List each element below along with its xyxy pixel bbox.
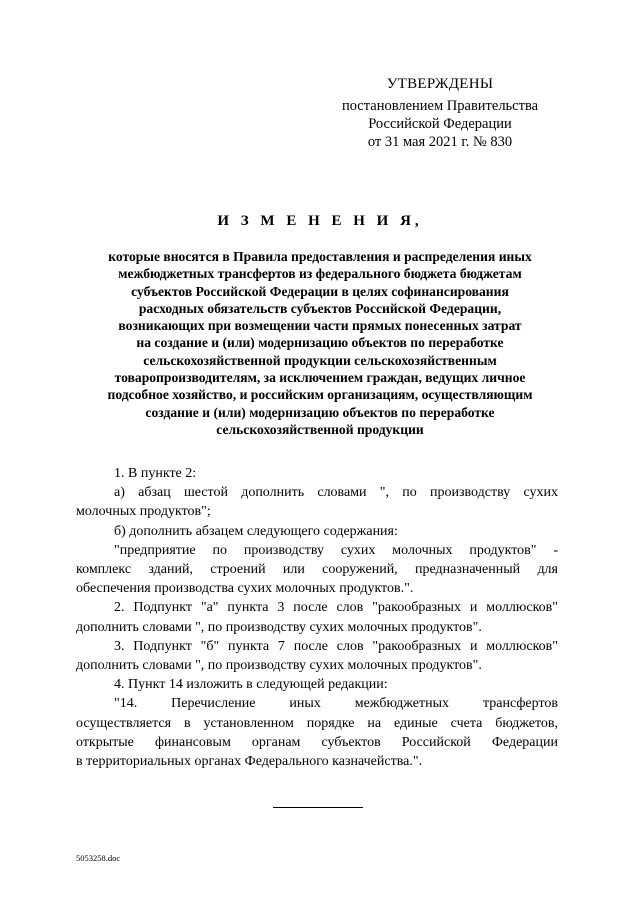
paragraph-line: дополнить словами ", по производству сухих молочных продуктов". bbox=[76, 658, 482, 674]
paragraph-4 bbox=[76, 541, 558, 599]
subtitle-line: которые вносятся в Правила предоставления и распределения иных bbox=[108, 249, 532, 264]
subtitle-line: субъектов Российской Федерации в целях софинансирования bbox=[131, 283, 509, 299]
approval-title: УТВЕРЖДЕНЫ bbox=[386, 76, 494, 92]
paragraph-3 bbox=[76, 522, 558, 541]
paragraph-6 bbox=[76, 637, 558, 675]
paragraph-line: 1. В пункте 2: bbox=[114, 466, 197, 481]
paragraph-2 bbox=[76, 483, 558, 521]
paragraph-line: 2. Подпункт "а" пункта 3 после слов "ракообразных и моллюсков" bbox=[114, 600, 558, 616]
subtitle-line: расходных обязательств субъектов Российской Федерации, bbox=[138, 300, 502, 316]
paragraph-line: комплекс зданий, строений или сооружений, предназначенный для bbox=[76, 562, 558, 578]
paragraph-5 bbox=[76, 598, 558, 636]
subtitle-line: на создание и (или) модернизацию объектов по переработке bbox=[136, 335, 504, 351]
paragraph-line: "предприятие по производству сухих молочных продуктов" - bbox=[114, 542, 558, 558]
end-divider bbox=[273, 807, 363, 808]
subtitle-line: подсобное хозяйство, и российским организациям, осуществляющим bbox=[107, 387, 533, 403]
approval-date-number: от 31 мая 2021 г. № 830 bbox=[367, 134, 513, 150]
subtitle-line: товаропроизводителям, за исключением граждан, ведущих личное bbox=[114, 370, 526, 386]
paragraph-1 bbox=[76, 464, 558, 483]
subtitle-line: возникающих при возмещении части прямых понесенных затрат bbox=[118, 318, 522, 334]
paragraph-8 bbox=[76, 694, 558, 771]
paragraph-line: дополнить словами ", по производству сухих молочных продуктов". bbox=[76, 619, 482, 635]
document-title: И З М Е Н Е Н И Я, bbox=[217, 213, 423, 229]
document-subtitle bbox=[75, 248, 565, 438]
paragraph-line: а) абзац шестой дополнить словами ", по производству сухих bbox=[114, 485, 558, 501]
subtitle-line: создание и (или) модернизацию объектов по переработке bbox=[145, 404, 495, 420]
paragraph-line: б) дополнить абзацем следующего содержания: bbox=[114, 523, 398, 539]
approval-line-2: Российской Федерации bbox=[368, 116, 512, 132]
file-reference: 5053258.doc bbox=[76, 853, 121, 863]
paragraph-line: осуществляется в установленном порядке на единые счета бюджетов, bbox=[76, 715, 558, 731]
paragraph-line: обеспечения производства сухих молочных продуктов.". bbox=[76, 581, 414, 597]
paragraph-7 bbox=[76, 675, 558, 694]
paragraph-line: "14. Перечисление иных межбюджетных трансфертов bbox=[114, 696, 558, 712]
subtitle-line: сельскохозяйственной продукции сельскохозяйственным bbox=[143, 352, 497, 368]
paragraph-line: открытые финансовым органам субъектов Российской Федерации bbox=[76, 734, 558, 750]
paragraph-line: в территориальных органах Федерального казначейства.". bbox=[76, 754, 423, 770]
subtitle-line: сельскохозяйственной продукции bbox=[216, 421, 424, 437]
approval-line-1: постановлением Правительства bbox=[341, 98, 539, 114]
subtitle-line: межбюджетных трансфертов из федерального бюджета бюджетам bbox=[118, 266, 522, 282]
paragraph-line: молочных продуктов"; bbox=[76, 504, 211, 520]
paragraph-line: 3. Подпункт "б" пункта 7 после слов "ракообразных и моллюсков" bbox=[114, 638, 558, 654]
document-body bbox=[76, 464, 558, 771]
approval-block bbox=[335, 75, 545, 151]
paragraph-line: 4. Пункт 14 изложить в следующей редакции: bbox=[114, 677, 388, 693]
